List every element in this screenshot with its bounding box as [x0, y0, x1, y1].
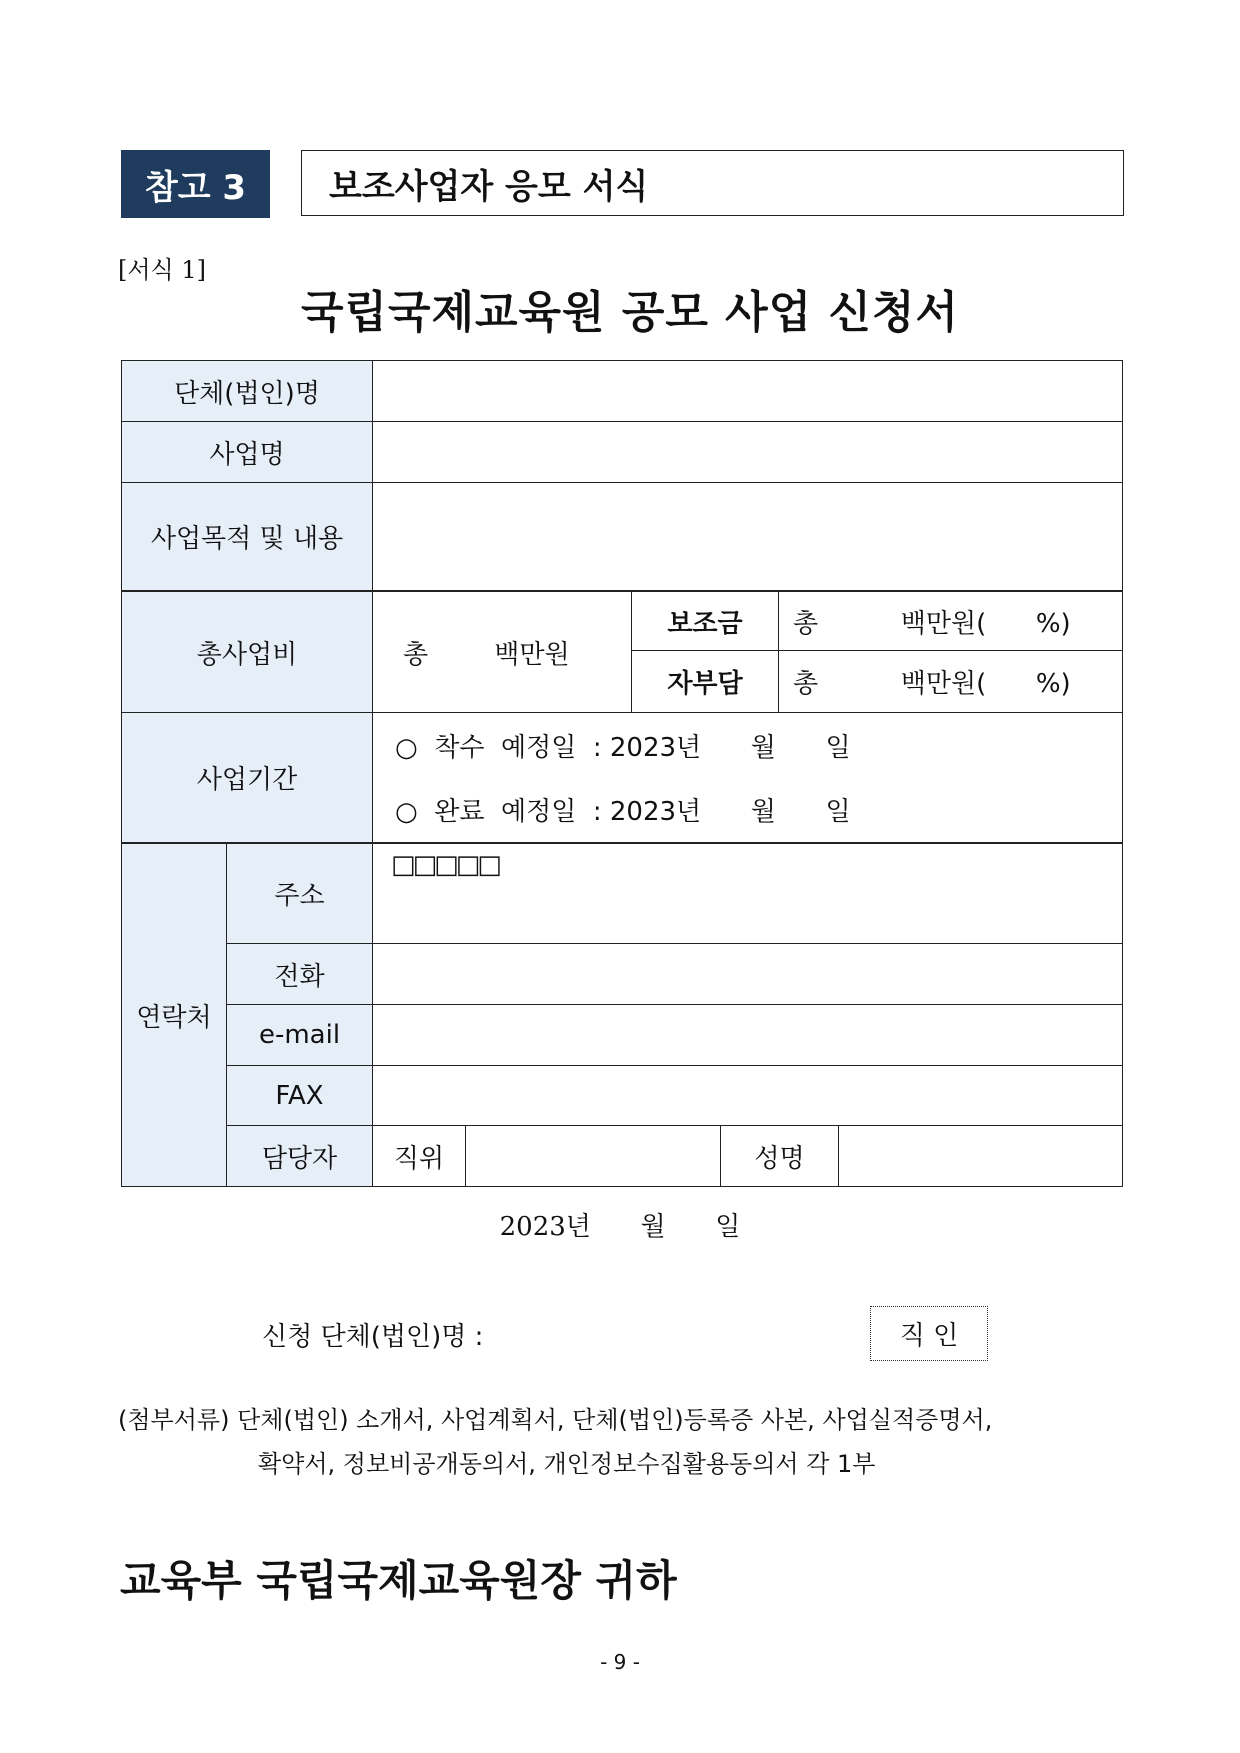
seal-box: 직 인	[870, 1306, 988, 1361]
start-date[interactable]: ○ 착수 예정일 : 2023년 월 일	[395, 732, 851, 763]
purpose-label: 사업목적 및 내용	[121, 482, 373, 591]
purpose-field[interactable]	[372, 482, 1123, 591]
addressee: 교육부 국립국제교육원장 귀하	[120, 1556, 677, 1605]
subsidy-label: 보조금	[631, 590, 779, 651]
period-label: 사업기간	[121, 712, 373, 843]
attachments-line-1: (첨부서류) 단체(법인) 소개서, 사업계획서, 단체(법인)등록증 사본, 사업실적증명서,	[118, 1406, 993, 1434]
fax-label: FAX	[226, 1065, 373, 1126]
section-heading: 보조사업자 응모 서식	[301, 150, 1124, 216]
period-field	[372, 712, 1123, 843]
page-title: 국립국제교육원 공모 사업 신청서	[301, 287, 960, 338]
email-label: e-mail	[226, 1004, 373, 1066]
sign-date: 2023년 월 일	[499, 1212, 741, 1242]
address-label: 주소	[226, 842, 373, 944]
page-number: - 9 -	[600, 1650, 640, 1674]
email-field[interactable]	[372, 1004, 1123, 1066]
contact-label: 연락처	[121, 842, 227, 1187]
self-funding-field[interactable]: 총 백만원( %)	[778, 650, 1123, 713]
applicant-name-label: 신청 단체(법인)명 :	[262, 1322, 484, 1352]
position-label: 직위	[372, 1125, 466, 1187]
position-field[interactable]	[465, 1125, 721, 1187]
end-date[interactable]: ○ 완료 예정일 : 2023년 월 일	[395, 797, 851, 828]
name-label: 성명	[720, 1125, 839, 1187]
phone-label: 전화	[226, 943, 373, 1005]
phone-field[interactable]	[372, 943, 1123, 1005]
project-name-field[interactable]	[372, 421, 1123, 483]
project-name-label: 사업명	[121, 421, 373, 483]
reference-badge: 참고 3	[121, 150, 270, 218]
self-funding-label: 자부담	[631, 650, 779, 713]
subsidy-field[interactable]: 총 백만원( %)	[778, 590, 1123, 651]
attachments-line-2: 확약서, 정보비공개동의서, 개인정보수집활용동의서 각 1부	[258, 1450, 876, 1478]
manager-label: 담당자	[226, 1125, 373, 1187]
total-cost-label: 총사업비	[121, 590, 373, 713]
total-cost-field[interactable]: 총 백만원	[372, 590, 632, 713]
name-field[interactable]	[838, 1125, 1123, 1187]
fax-field[interactable]	[372, 1065, 1123, 1126]
address-field[interactable]: □□□□□	[372, 842, 1123, 944]
org-name-label: 단체(법인)명	[121, 360, 373, 422]
form-number: [서식 1]	[118, 256, 206, 284]
org-name-field[interactable]	[372, 360, 1123, 422]
